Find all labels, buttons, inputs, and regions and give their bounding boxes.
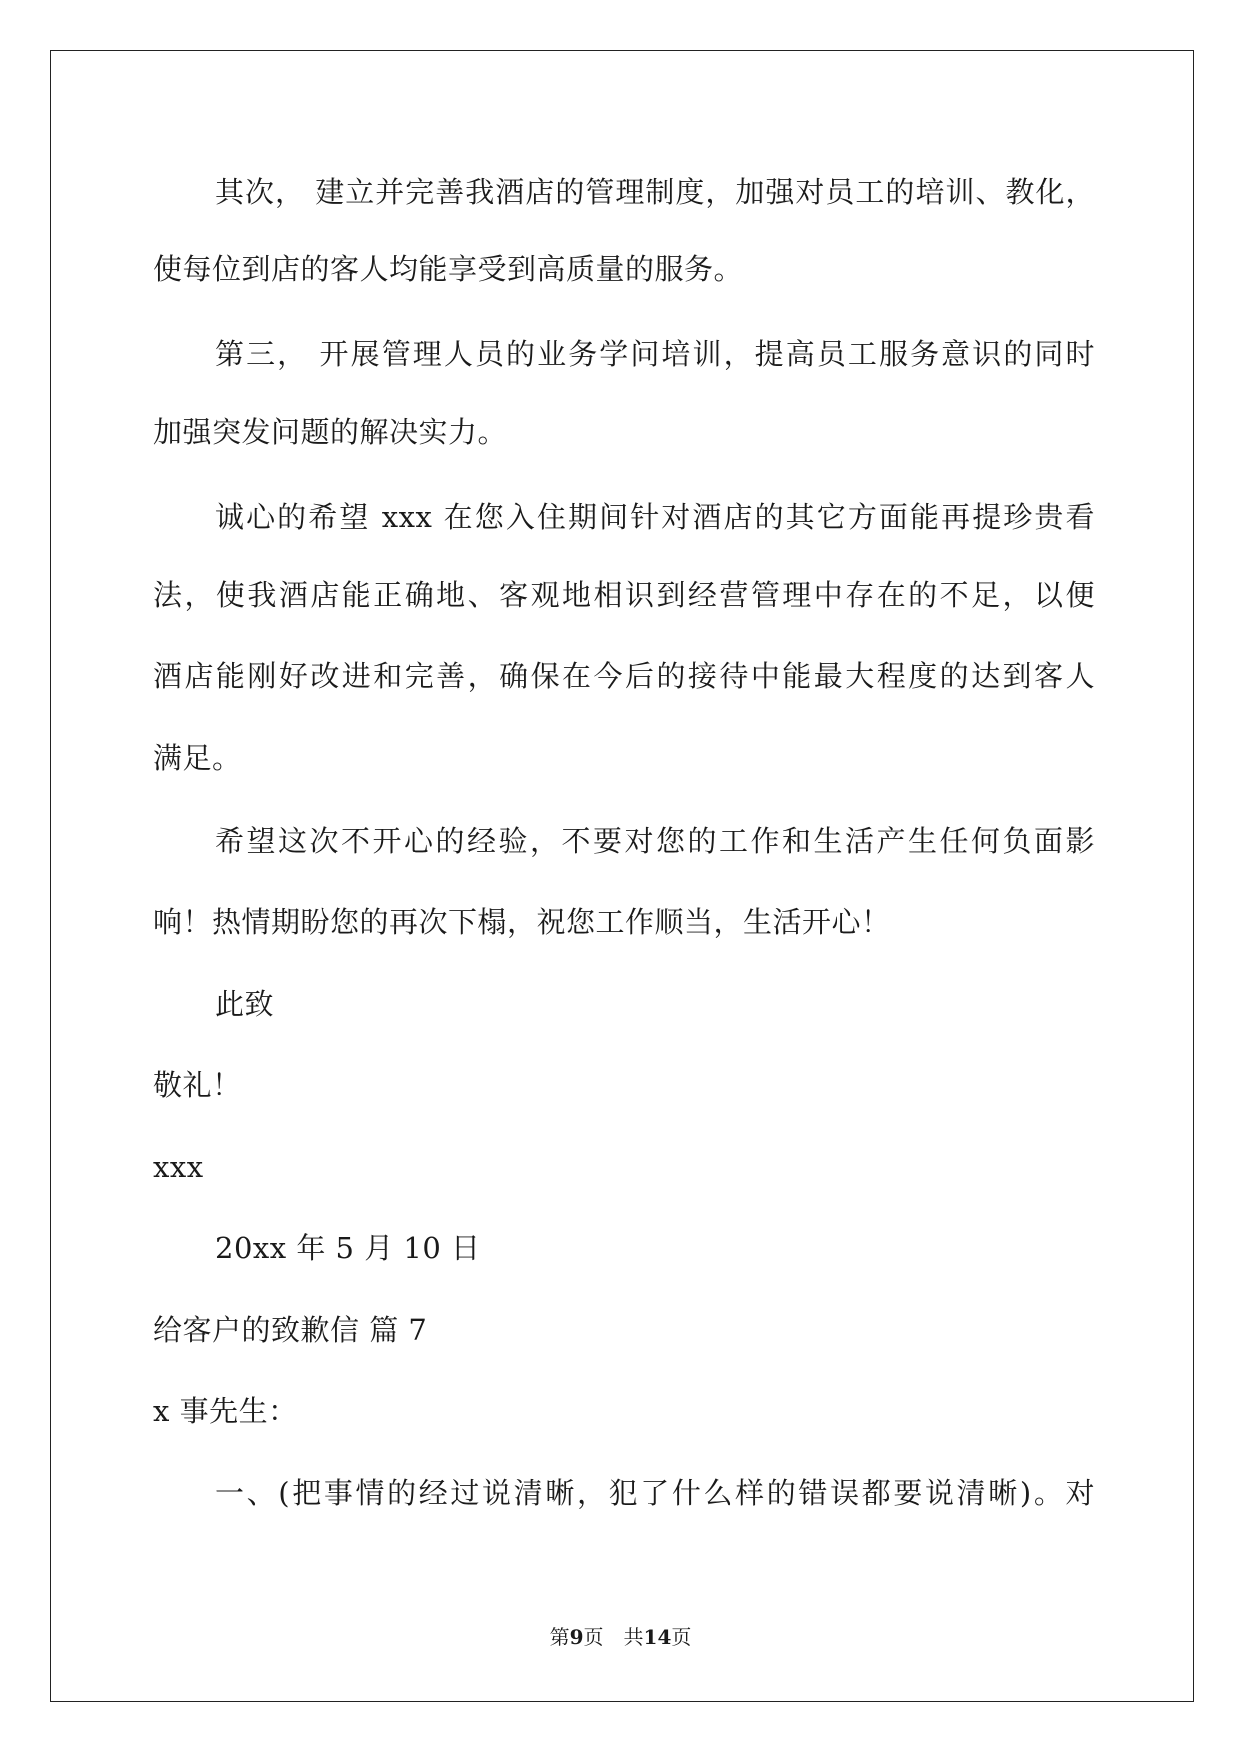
page-border — [50, 50, 1194, 1702]
footer-total-pages: 14 — [643, 1625, 672, 1649]
paragraph-line: 响！热情期盼您的再次下榻，祝您工作顺当，生活开心！ — [153, 905, 891, 939]
paragraph-line: 满足。 — [153, 741, 242, 775]
paragraph-line: 一、(把事情的经过说清晰，犯了什么样的错误都要说清晰)。对 — [215, 1476, 1095, 1510]
footer-total-suffix: 页 — [671, 1625, 692, 1649]
paragraph-line: 加强突发问题的解决实力。 — [153, 415, 508, 449]
footer-page-number: 9 — [569, 1625, 584, 1649]
paragraph-line: 其次， 建立并完善我酒店的管理制度，加强对员工的培训、教化， — [215, 175, 1095, 209]
page-footer — [0, 1624, 1241, 1650]
closing-line: 此致 — [215, 987, 275, 1021]
paragraph-line: 第三， 开展管理人员的业务学问培训，提高员工服务意识的同时 — [215, 337, 1095, 371]
salutation-line: 敬礼！ — [153, 1068, 242, 1102]
paragraph-line: 酒店能刚好改进和完善，确保在今后的接待中能最大程度的达到客人 — [153, 659, 1095, 693]
paragraph-line: 希望这次不开心的经验，不要对您的工作和生活产生任何负面影 — [215, 824, 1095, 858]
paragraph-line: 使每位到店的客人均能享受到高质量的服务。 — [153, 252, 744, 286]
footer-page-suffix: 页 — [583, 1625, 604, 1649]
paragraph-line: 法，使我酒店能正确地、客观地相识到经营管理中存在的不足，以便 — [153, 578, 1095, 612]
signature-line: xxx — [153, 1150, 204, 1184]
footer-total-prefix: 共 — [623, 1625, 644, 1649]
date-line: 20xx 年 5 月 10 日 — [215, 1231, 481, 1265]
recipient-line: x 事先生： — [153, 1394, 298, 1428]
footer-prefix: 第 — [549, 1625, 570, 1649]
section-title: 给客户的致歉信 篇 7 — [153, 1313, 428, 1347]
paragraph-line: 诚心的希望 xxx 在您入住期间针对酒店的其它方面能再提珍贵看 — [215, 500, 1095, 534]
